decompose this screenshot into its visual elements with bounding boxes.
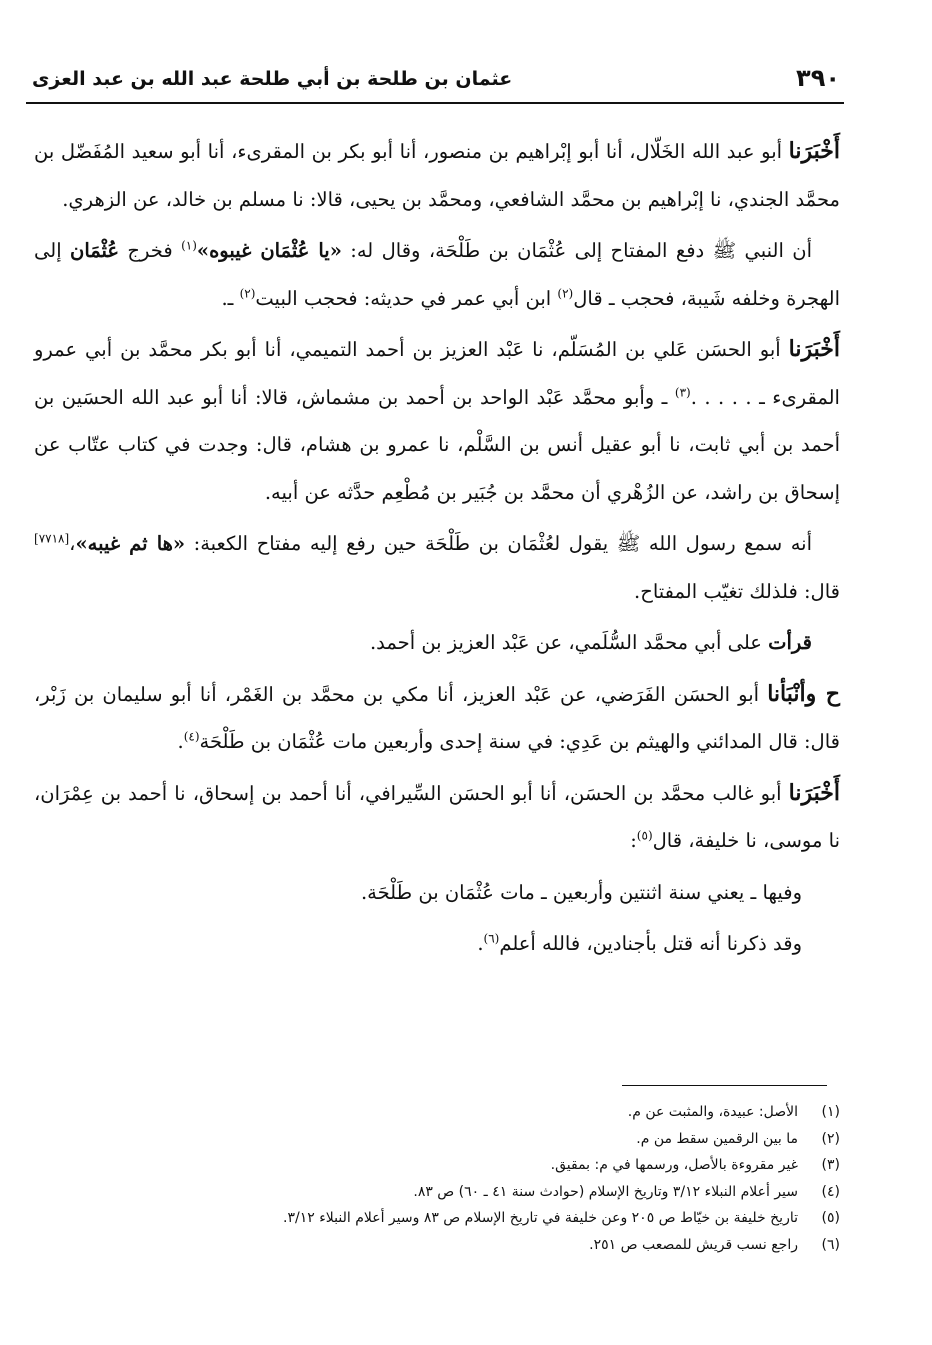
- footnotes: [60, 1104, 840, 1264]
- text-run: وفيها ـ يعني سنة اثنتين وأربعين ـ مات عُثْمَان بن طَلْحَة.: [360, 880, 802, 904]
- emphasized-text: عُثْمَان: [70, 239, 120, 262]
- text-run: ابن أبي عمر في حديثه: فحجب البيت: [255, 286, 558, 310]
- text-run: أنه سمع رسول الله ﷺ يقول لعُثْمَان بن طَلْحَة حين رفع إليه مفتاح الكعبة:: [185, 532, 812, 555]
- footnote-text: سير أعلام النبلاء ٣/١٢ وتاريخ الإسلام (حوادث سنة ٤١ ـ ٦٠) ص ٨٣.: [413, 1183, 798, 1200]
- paragraph: [34, 326, 840, 516]
- paragraph: [34, 869, 840, 917]
- paragraph: [34, 227, 840, 322]
- text-run: أبو عبد الله الخَلّال، أنا أبو إبْراهيم بن منصور، أنا أبو بكر بن المقرىء، أنا أبو سعيد المُفَضّل بن محمَّد الجندي، نا إبْراهيم بن محمَّد الشافعي، ومحمَّد بن يحيى، قالا: نا مسلم بن خالد، عن الزهري.: [34, 140, 840, 211]
- text-run: وقد ذكرنا أنه قتل بأجنادين، فالله أعلم: [499, 932, 802, 955]
- emphasized-text: «يا عُثْمَان غيبوه»: [196, 239, 342, 262]
- emphasized-text: قرأت: [768, 631, 812, 654]
- footnote-ref: (٢): [239, 286, 256, 300]
- paragraph: [34, 920, 840, 968]
- footnote: [60, 1131, 840, 1158]
- footnote: [60, 1237, 840, 1264]
- footnote-text: تاريخ خليفة بن خيّاط ص ٢٠٥ وعن خليفة في تاريخ الإسلام ص ٨٣ وسير أعلام النبلاء ٣/١٢.: [283, 1210, 798, 1227]
- paragraph: [34, 520, 840, 615]
- footnote-ref: (٢): [557, 286, 574, 300]
- isnad-keyword: ح وأنْبَأنا: [767, 680, 841, 707]
- text-run: أن النبي ﷺ دفع المفتاح إلى عُثْمَان بن طَلْحَة، وقال له:: [341, 239, 813, 262]
- isnad-keyword: أَخْبَرَنا: [788, 138, 840, 164]
- footnote-number: (١): [821, 1104, 840, 1120]
- footnote-ref: [٧٧١٨]: [34, 531, 70, 546]
- main-text: [34, 128, 840, 968]
- footnote-ref: (٥): [636, 828, 653, 843]
- header-rule: [26, 102, 844, 104]
- paragraph: [34, 128, 840, 223]
- text-run: أبو الحسَن عَلي بن المُسَلّم، نا عَبْد العزيز بن أحمد التميمي، أنا أبو بكر محمَّد بن أبي عمرو المقرىء ـ . . . . .: [34, 338, 840, 409]
- footnote-number: (٥): [821, 1210, 840, 1227]
- isnad-keyword: أَخْبَرَنا: [788, 779, 840, 806]
- text-run: فخرج: [119, 239, 182, 262]
- text-run: .: [477, 932, 484, 955]
- footnote-text: ما بين الرقمين سقط من م.: [636, 1130, 798, 1147]
- text-run: أبو غالب محمَّد بن الحسَن، أنا أبو الحسَن السِّيرافي، أنا أحمد بن إسحاق، نا أحمد بن عِمْرَان، نا موسى، نا خليفة، قال: [34, 781, 840, 852]
- footnote-ref: (٦): [483, 931, 500, 946]
- footnote-ref: (٣): [674, 385, 691, 399]
- paragraph: [34, 770, 840, 865]
- text-run: على أبي محمَّد السُّلَمي، عن عَبْد العزيز بن أحمد.: [369, 631, 769, 654]
- paragraph: [34, 619, 840, 667]
- footnote: [60, 1157, 840, 1184]
- running-title: عثمان بن طلحة بن أبي طلحة عبد الله بن عبد العزى: [32, 68, 513, 90]
- footnote-number: (٦): [821, 1236, 840, 1253]
- text-run: قال: فلذلك تغيّب المفتاح.: [634, 579, 840, 603]
- footnote-text: الأصل: عبيدة، والمثبت عن م.: [627, 1104, 798, 1120]
- footnote: [60, 1184, 840, 1211]
- emphasized-text: «ها ثم غيبه»: [75, 532, 186, 555]
- footnote-number: (٢): [821, 1130, 840, 1147]
- text-run: إلى الهجرة وخلفه شَيبة، فحجب ـ قال: [34, 239, 840, 310]
- page-number: ٣٩٠: [796, 64, 840, 92]
- text-run: ـ وأبو محمَّد عَبْد الواحد بن أحمد بن مشماش، قالا: أنا أبو عبد الله الحسَين بن أحمد بن أبي ثابت، نا أبو عقيل أنس بن السَّلْم، نا عمرو بن هشام، قال: وجدت في كتاب عتّاب عن إسحاق بن راشد، عن الزُهْري أن محمَّد بن جُبَير بن مُطْعِم حدَّثه عن أبيه.: [34, 385, 840, 504]
- text-run: .: [177, 730, 184, 753]
- footnote-number: (٣): [821, 1157, 840, 1174]
- footnote: [60, 1104, 840, 1131]
- footnote-number: (٤): [821, 1183, 840, 1200]
- text-run: أبو الحسَن الفَرَضي، عن عَبْد العزيز، أنا مكي بن محمَّد بن الغَمْر، أنا أبو سليمان بن زَبْر، قال: قال المدائني والهيثم بن عَدِي: في سنة إحدى وأربعين مات عُثْمَان بن طَلْحَة: [34, 682, 840, 753]
- footnote-ref: (٤): [183, 729, 200, 744]
- footnote-text: راجع نسب قريش للمصعب ص ٢٥١.: [589, 1236, 798, 1253]
- footnote: [60, 1210, 840, 1237]
- footnote-separator: [622, 1085, 827, 1086]
- isnad-keyword: أَخْبَرَنا: [788, 336, 840, 362]
- footnote-ref: (١): [181, 238, 197, 253]
- running-header: [26, 64, 844, 108]
- paragraph: [34, 671, 840, 766]
- text-run: ،: [69, 532, 76, 555]
- footnote-text: غير مقروءة بالأصل، ورسمها في م: بمقيق.: [550, 1157, 798, 1174]
- text-run: :: [630, 829, 637, 852]
- text-run: ـ.: [221, 286, 240, 310]
